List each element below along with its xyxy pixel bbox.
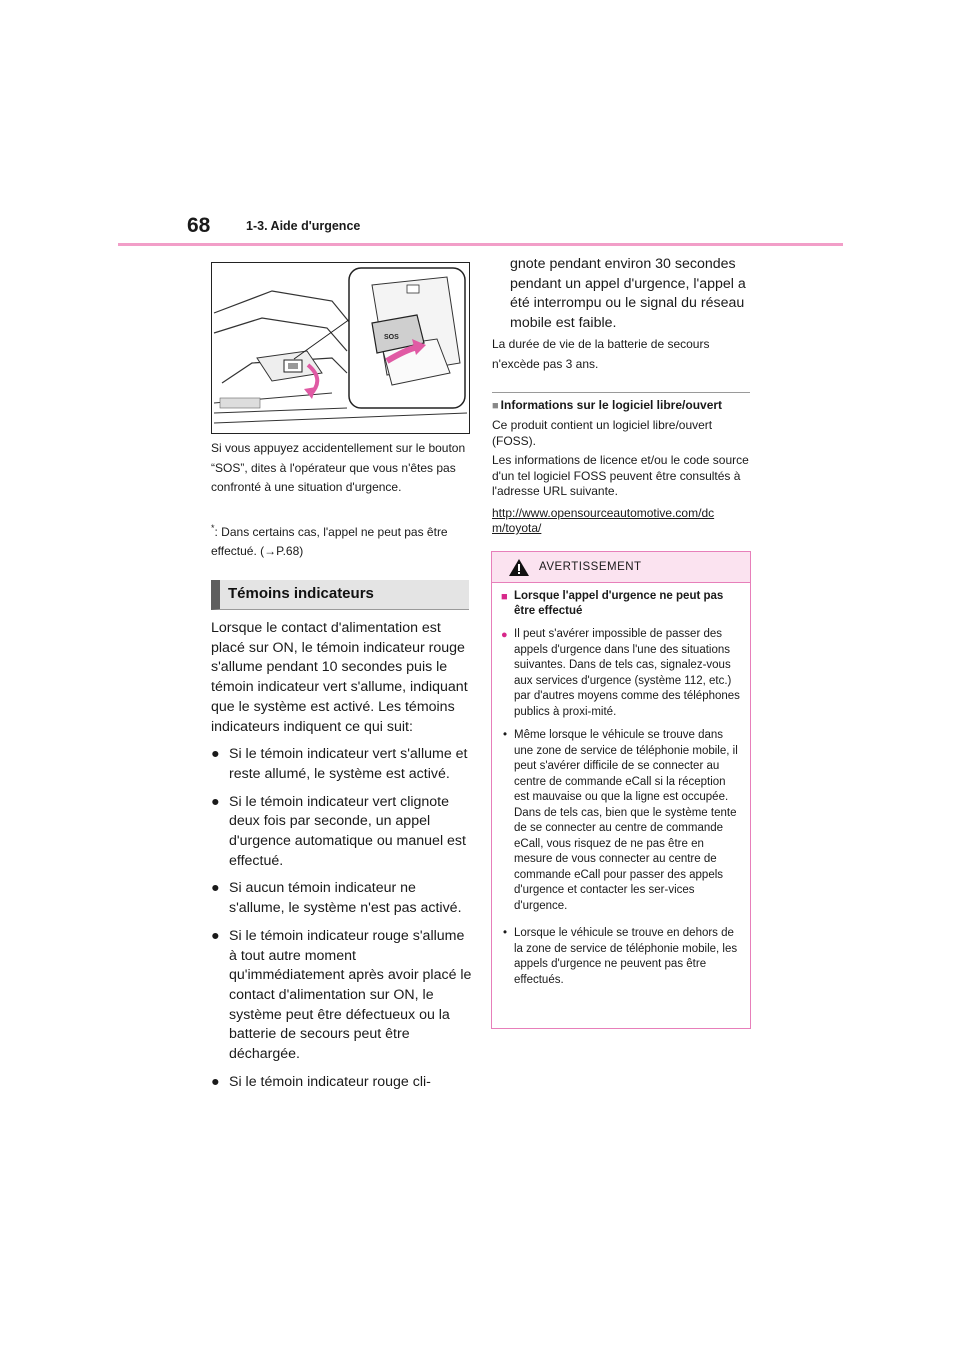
foss-text-1: Ce produit contient un logiciel libre/ouvert (FOSS). (492, 418, 713, 448)
warning-item: ● Il peut s'avérer impossible de passer des appels d'urgence dans l'une des situations suivantes. Dans de tels cas, signalez-vous aux services d'urgence (système 112, etc.) par d'autres moyens comme des téléphones publics à proxi-mité. (501, 628, 740, 718)
footnote-text: : Dans certains cas, l'appel ne peut pas être effectué. (→P.68) (211, 525, 448, 558)
dot-bullet-icon: • (503, 927, 508, 939)
bullet-icon: ● (211, 746, 220, 763)
header-rule (118, 243, 843, 246)
sos-button-figure (211, 262, 470, 434)
divider (492, 392, 750, 393)
list-item: ● Si le témoin indicateur rouge s'allume à tout autre moment qu'immédiatement après avoir placé le contact d'alimentation sur ON, le système peut être défectueux ou la batterie de secours peut être déchargée. (211, 927, 472, 1063)
foss-text-2: Les informations de licence et/ou le code source d'un tel logiciel FOSS peuvent être consultés à l'adresse URL suivante. (492, 453, 749, 498)
left-body (211, 619, 473, 1092)
warning-header (492, 552, 750, 583)
battery-note: La durée de vie de la batterie de secours n'excède pas 3 ans. (492, 337, 710, 371)
figure-caption (211, 439, 473, 498)
foss-url-link[interactable]: http://www.opensourceautomotive.com/dcm/toyota/ (492, 505, 715, 535)
list-item: ● Si aucun témoin indicateur ne s'allume, le système n'est pas activé. (211, 880, 462, 917)
bullet-icon: ● (211, 1073, 220, 1090)
warning-title: AVERTISSEMENT (539, 561, 642, 573)
warning-body (492, 583, 750, 988)
continued-paragraph: gnote pendant environ 30 secondes pendant un appel d'urgence, l'appel a été interrompu ou le signal du réseau mobile est faible. (510, 256, 746, 332)
bullet-icon: ● (211, 793, 220, 810)
square-bullet-icon: ■ (492, 400, 499, 412)
section-title: 1-3. Aide d'urgence (246, 219, 361, 233)
right-continued (492, 255, 752, 334)
caption-text: Si vous appuyez accidentellement sur le bouton “SOS”, dites à l'opérateur que vous n'êtes pas confronté à une situation d'urgence. (211, 441, 466, 494)
footnote (211, 519, 473, 561)
overhead-console-illustration (212, 263, 469, 433)
footnote-mark: * (211, 523, 215, 533)
warning-item: • Lorsque le véhicule se trouve en dehors de la zone de service de téléphonie mobile, les appels d'urgence ne peuvent pas être effectués. (503, 927, 738, 986)
warning-box (491, 551, 751, 1029)
bullet-icon: ● (211, 927, 220, 944)
list-item: ● Si le témoin indicateur vert s'allume et reste allumé, le système est activé. (211, 746, 468, 782)
foss-section (492, 397, 752, 537)
page-number: 68 (187, 214, 211, 237)
list-item: ● Si le témoin indicateur rouge cli- (211, 1073, 473, 1093)
circle-bullet-icon: ● (501, 629, 508, 641)
bullet-icon: ● (211, 880, 220, 897)
indicator-list (211, 745, 473, 1092)
warning-item: • Même lorsque le véhicule se trouve dans une zone de service de téléphonie mobile, il peut s'avérer difficile de se connecter au centre de commande eCall si la réception est mauvaise ou que la ligne est occupée. Dans de tels cas, bien que le système tente de se connecter au centre de commande eCall, vous risquez de ne pas être en mesure de vous connecter au centre de commande eCall pour passer des appels d'urgence et contacter les ser-vices d'urgence. (503, 729, 738, 912)
square-bullet-icon: ■ (501, 591, 508, 603)
dot-bullet-icon: • (503, 729, 508, 741)
warning-triangle-icon (509, 559, 529, 576)
intro-paragraph: Lorsque le contact d'alimentation est placé sur ON, le témoin indicateur rouge s'allume pendant 10 secondes puis le témoin indicateur vert s'allume, indiquant que le système est activé. Les témoins indicateurs indiquent ce qui suit: (211, 620, 468, 735)
foss-heading: ■ Informations sur le logiciel libre/ouvert (492, 398, 723, 412)
warning-subheading: ■ Lorsque l'appel d'urgence ne peut pas être effectué (501, 590, 724, 617)
section-heading: Témoins indicateurs (228, 585, 374, 602)
list-item: ● Si le témoin indicateur vert clignote deux fois par seconde, un appel d'urgence automatique ou manuel est effectué. (211, 793, 466, 869)
sos-label: SOS (384, 334, 399, 341)
section-heading-box (211, 580, 469, 610)
